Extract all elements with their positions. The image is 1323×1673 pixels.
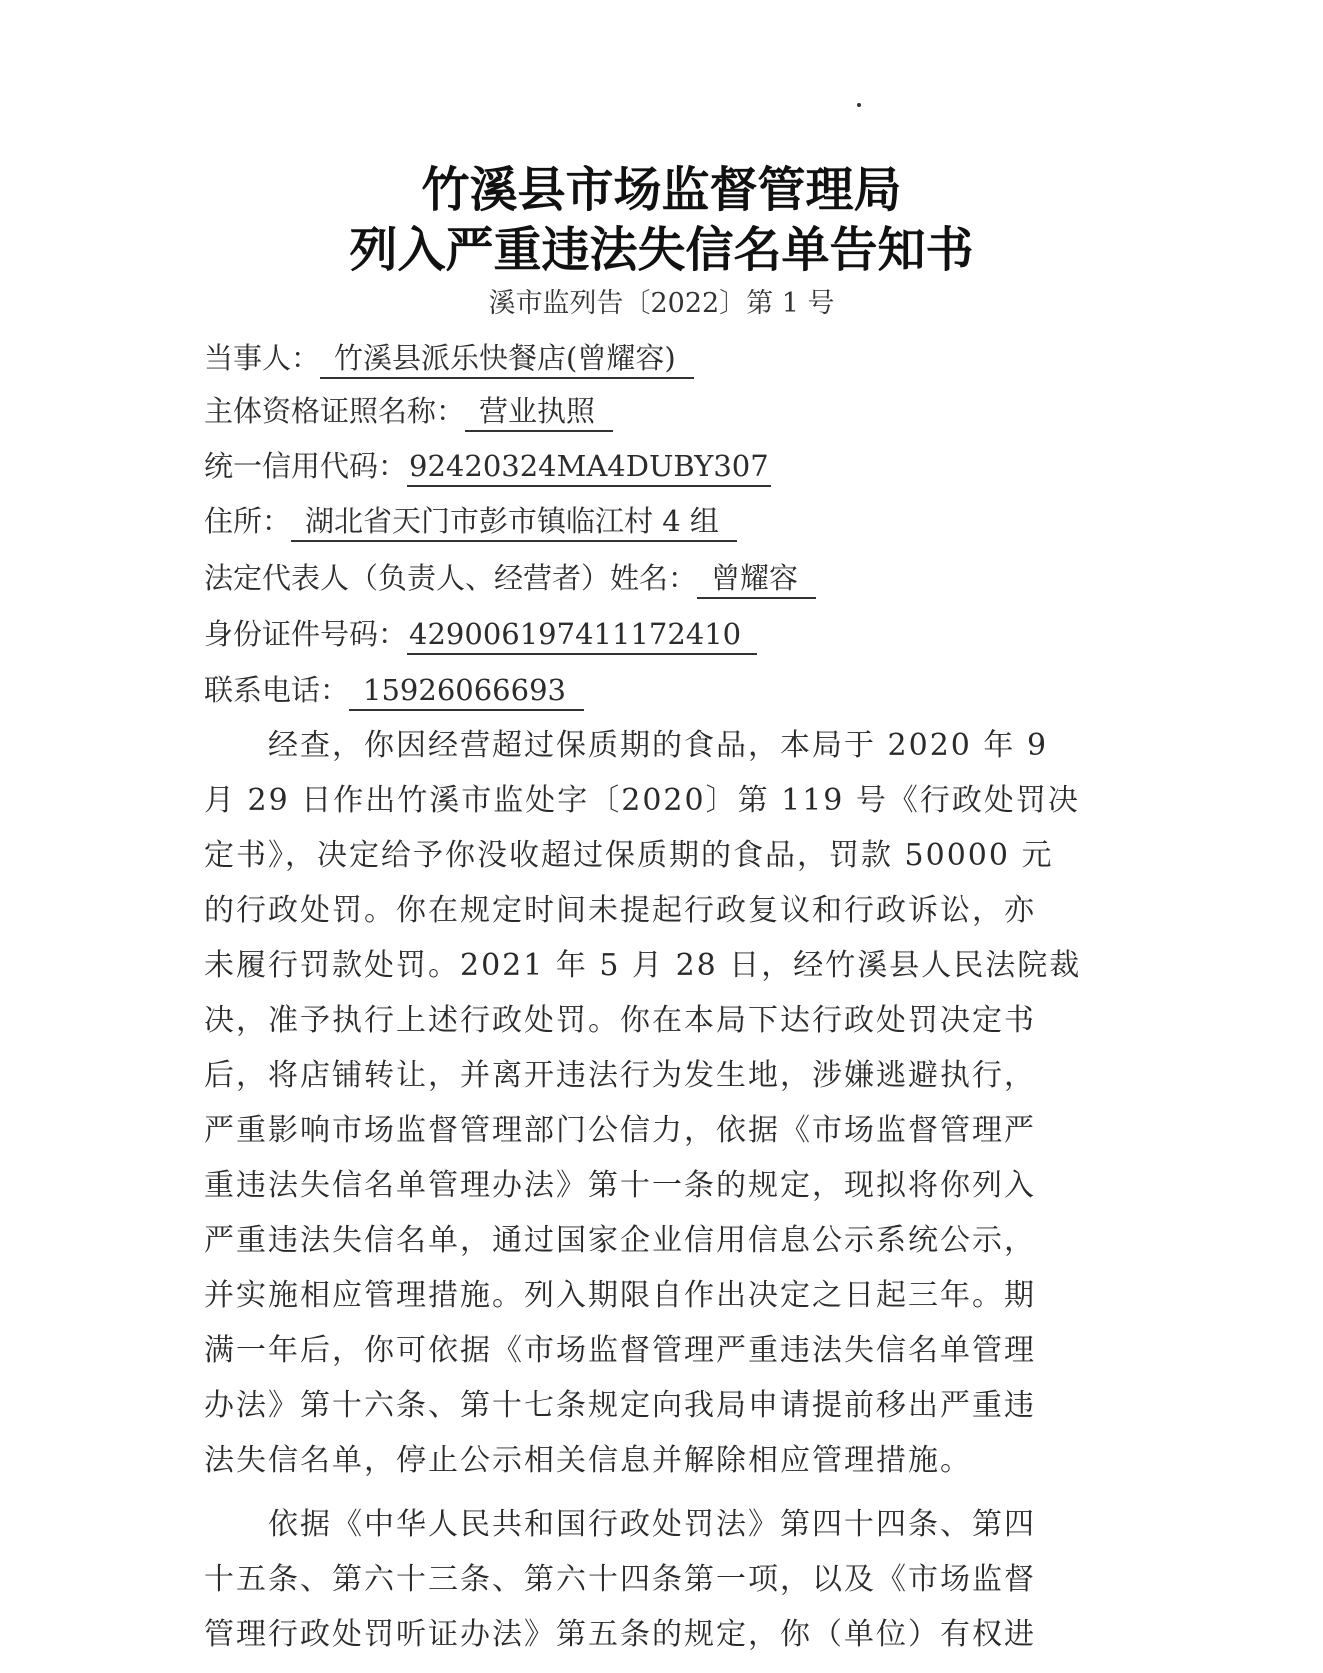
paragraph-line: 未履行罚款处罚。2021 年 5 月 28 日，经竹溪县人民法院裁 xyxy=(204,948,1082,983)
paragraph-line: 月 29 日作出竹溪市监处字〔2020〕第 119 号《行政处罚决 xyxy=(204,783,1080,818)
field-label: 主体资格证照名称： xyxy=(204,394,466,428)
paragraph-line: 严重违法失信名单，通过国家企业信用信息公示系统公示， xyxy=(204,1223,1036,1258)
paragraph-line: 管理行政处罚听证办法》第五条的规定，你（单位）有权进 xyxy=(204,1617,1036,1652)
field-label: 统一信用代码： xyxy=(204,449,408,483)
field-value: 营业执照 xyxy=(465,394,613,432)
paragraph-line: 办法》第十六条、第十七条规定向我局申请提前移出严重违 xyxy=(204,1388,1036,1423)
document-title-agency: 竹溪县市场监督管理局 xyxy=(421,162,902,218)
document-title-notice: 列入严重违法失信名单告知书 xyxy=(349,222,974,278)
field-legal-representative xyxy=(204,560,816,599)
paragraph-line: 依据《中华人民共和国行政处罚法》第四十四条、第四 xyxy=(204,1507,1036,1542)
paragraph-line: 的行政处罚。你在规定时间未提起行政复议和行政诉讼，亦 xyxy=(204,893,1036,928)
field-value: 曾耀容 xyxy=(697,561,816,599)
field-label: 联系电话： xyxy=(204,673,350,707)
field-license-type xyxy=(204,393,613,432)
field-value: 竹溪县派乐快餐店(曾耀容) xyxy=(320,341,694,379)
field-label: 住所： xyxy=(204,504,292,538)
field-value: 15926066693 xyxy=(349,673,584,711)
paragraph-line: 并实施相应管理措施。列入期限自作出决定之日起三年。期 xyxy=(204,1278,1036,1313)
scan-speck xyxy=(857,103,861,107)
field-label: 身份证件号码： xyxy=(204,617,408,651)
field-value: 92420324MA4DUBY307 xyxy=(407,449,771,487)
paragraph-line: 严重影响市场监督管理部门公信力，依据《市场监督管理严 xyxy=(204,1113,1036,1148)
field-credit-code xyxy=(204,448,771,487)
field-phone xyxy=(204,672,584,711)
body-paragraph-findings xyxy=(204,718,1122,1488)
paragraph-line: 定书》，决定给予你没收超过保质期的食品，罚款 50000 元 xyxy=(204,838,1054,873)
paragraph-line: 后，将店铺转让，并离开违法行为发生地，涉嫌逃避执行， xyxy=(204,1058,1036,1093)
field-party xyxy=(204,340,694,379)
paragraph-line: 满一年后，你可依据《市场监督管理严重违法失信名单管理 xyxy=(204,1333,1036,1368)
field-value: 湖北省天门市彭市镇临江村 4 组 xyxy=(291,504,737,542)
body-paragraph-rights xyxy=(204,1497,1122,1662)
field-label: 法定代表人（负责人、经营者）姓名： xyxy=(204,561,698,595)
field-label: 当事人： xyxy=(204,341,321,375)
paragraph-line: 决，准予执行上述行政处罚。你在本局下达行政处罚决定书 xyxy=(204,1003,1036,1038)
field-value: 429006197411172410 xyxy=(407,617,757,655)
document-number: 溪市监列告〔2022〕第 1 号 xyxy=(488,288,835,319)
field-address xyxy=(204,503,737,542)
paragraph-line: 经查，你因经营超过保质期的食品，本局于 2020 年 9 xyxy=(204,728,1049,763)
paragraph-line: 法失信名单，停止公示相关信息并解除相应管理措施。 xyxy=(204,1443,972,1478)
paragraph-line: 重违法失信名单管理办法》第十一条的规定，现拟将你列入 xyxy=(204,1168,1036,1203)
paragraph-line: 十五条、第六十三条、第六十四条第一项，以及《市场监督 xyxy=(204,1562,1036,1597)
field-id-number xyxy=(204,616,757,655)
